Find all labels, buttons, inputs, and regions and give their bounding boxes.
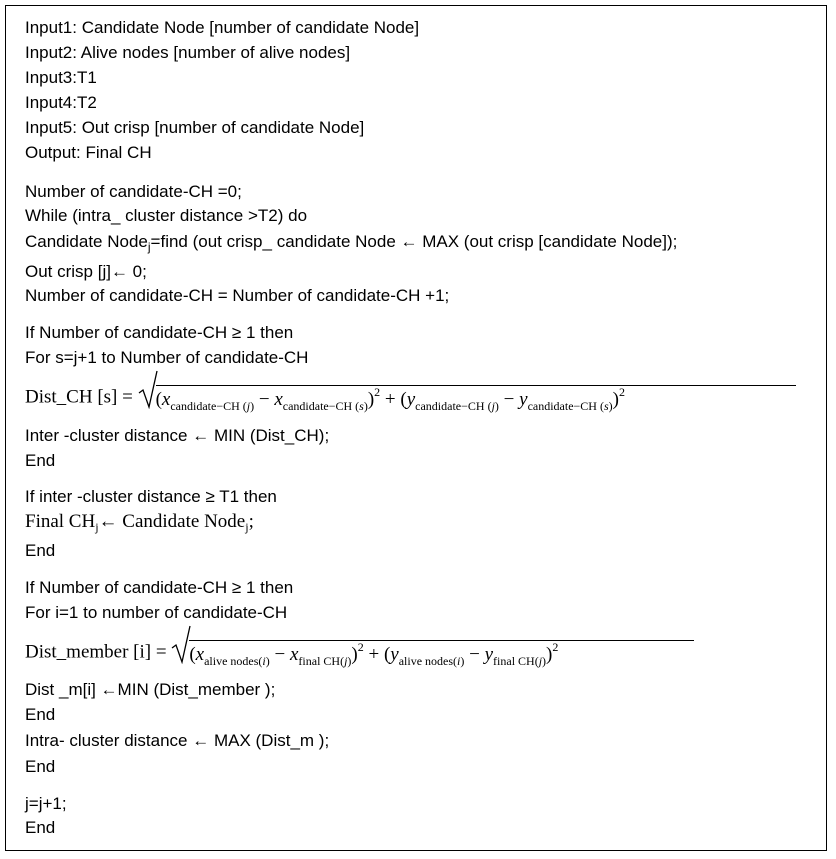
subscript-j-1: j — [95, 520, 99, 534]
dist-m-line: Dist _m[i] ←MIN (Dist_member ); — [25, 680, 276, 699]
input-2: Input2: Alive nodes [number of alive nodes] — [25, 43, 351, 62]
input-4: Input4:T2 — [25, 93, 97, 112]
final-ch-mid: ← Candidate Node — [98, 511, 246, 532]
subscript-j: j — [147, 240, 151, 254]
for-i-line: For i=1 to number of candidate-CH — [25, 603, 288, 622]
out-crisp-line: Out crisp [j]← 0; — [25, 262, 147, 281]
final-ch-line — [25, 512, 254, 533]
dist-ch-lhs: Dist_CH [s] = — [25, 386, 133, 408]
intra-cluster-line: Intra- cluster distance ← MAX (Dist_m ); — [25, 731, 330, 750]
input-5: Input5: Out crisp [number of candidate Node] — [25, 118, 365, 137]
output-line: Output: Final CH — [25, 143, 152, 162]
end-3: End — [25, 705, 56, 724]
final-ch-label: Final CH — [25, 511, 96, 532]
end-2: End — [25, 541, 56, 560]
candidate-node-label: Candidate Node — [25, 232, 148, 251]
end-4: End — [25, 757, 56, 776]
sqrt-sign-2: $(x_{alive nodes(i)} - x_{final CH(j)})^2 + (y_{alive nodes(i)} - y_{final CH(j)})^2$ — [171, 640, 694, 666]
dist-member-lhs: Dist_member [i] = — [25, 641, 167, 663]
input-1: Input1: Candidate Node [number of candidate Node] — [25, 18, 420, 37]
for-s-line: For s=j+1 to Number of candidate-CH — [25, 348, 309, 367]
if-line-1: If Number of candidate-CH ≥ 1 then — [25, 323, 294, 342]
increment-j-line: j=j+1; — [25, 794, 67, 813]
increment-line: Number of candidate-CH = Number of candidate-CH +1; — [25, 286, 450, 305]
candidate-node-rest: =find (out crisp_ candidate Node ← MAX (out crisp [candidate Node]); — [150, 232, 678, 251]
candidate-node-line — [25, 232, 677, 253]
end-final: End — [25, 818, 56, 837]
input-3: Input3:T1 — [25, 68, 97, 87]
sqrt-sign: $(x_{candidate-CH (j)} - x_{candidate-CH (s)})^2 + (y_{candidate-CH (j)} - y_{candidate-CH (s)})^2$ — [138, 385, 796, 411]
if-line-2: If Number of candidate-CH ≥ 1 then — [25, 578, 294, 597]
while-line: While (intra_ cluster distance >T2) do — [25, 206, 308, 225]
init-line: Number of candidate-CH =0; — [25, 182, 242, 201]
dist-ch-equation — [25, 385, 796, 411]
subscript-j-2: j — [245, 520, 249, 534]
inter-cluster-line: Inter -cluster distance ← MIN (Dist_CH); — [25, 426, 330, 445]
final-ch-end: ; — [248, 511, 254, 532]
end-1: End — [25, 451, 56, 470]
dist-member-equation — [25, 640, 694, 666]
if-inter-line: If inter -cluster distance ≥ T1 then — [25, 487, 277, 506]
